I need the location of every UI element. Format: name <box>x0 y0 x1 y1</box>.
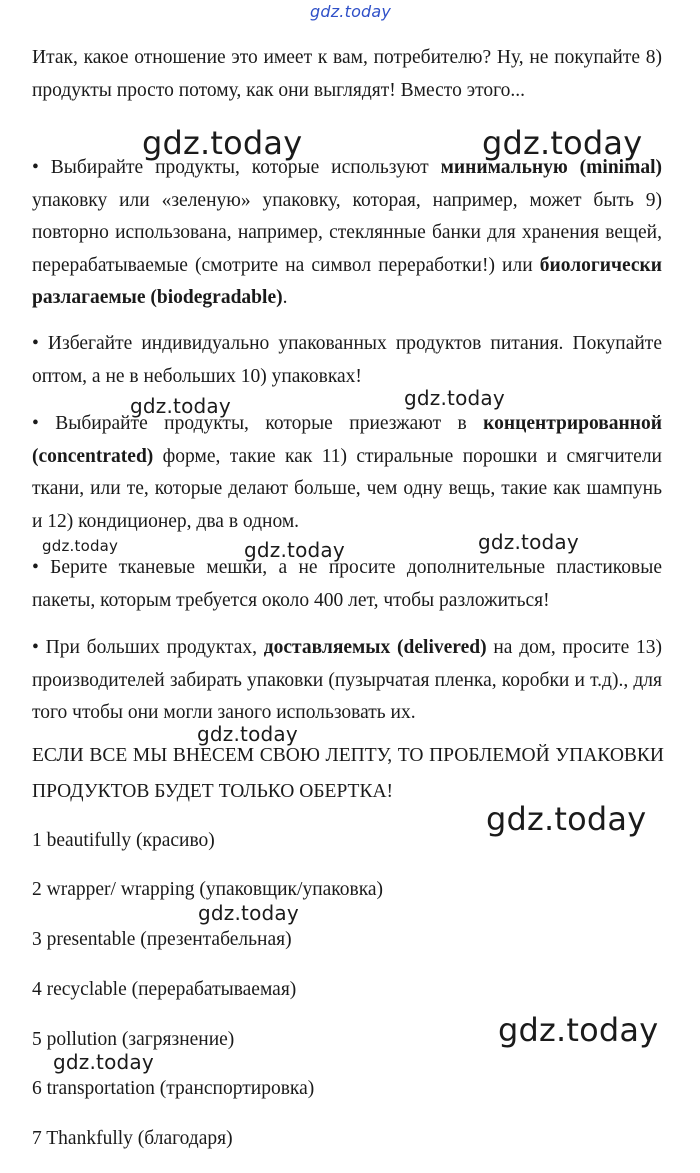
bullet-cloth-bags: • Берите тканевые мешки, а не просите дополнительные пластиковые пакеты, которым требуется около 400 лет, чтобы разложиться! <box>32 557 662 611</box>
bullet1-term-biodegradable: биологически разлагаемые (biodegradable) <box>32 254 662 308</box>
bullet1-text-a: • Выбирайте продукты, которые используют <box>32 157 441 178</box>
watermark: gdz.today <box>130 394 231 418</box>
watermark: gdz.today <box>53 1050 154 1074</box>
bullet3-term-concentrated: концентрированной (concentrated) <box>32 413 662 467</box>
bullet5-term-delivered: доставляемых (delivered) <box>263 637 487 658</box>
intro-paragraph: Итак, какое отношение это имеет к вам, потребителю? Ну, не покупайте 8) продукты просто потому, как они выглядят! Вместо этого... <box>32 47 662 101</box>
vocab-item-1: 1 beautifully (красиво) <box>32 830 215 851</box>
header-watermark: gdz.today <box>310 2 392 21</box>
vocab-item-3: 3 presentable (презентабельная) <box>32 929 292 950</box>
bullet1-text-e: . <box>282 287 288 308</box>
watermark: gdz.today <box>482 124 643 162</box>
watermark: gdz.today <box>244 538 345 562</box>
bullet-minimal-packaging <box>32 152 662 315</box>
watermark: gdz.today <box>498 1011 659 1049</box>
conclusion-caps: ЕСЛИ ВСЕ МЫ ВНЕСЕМ СВОЮ ЛЕПТУ, ТО ПРОБЛЕМОЙ УПАКОВКИ ПРОДУКТОВ БУДЕТ ТОЛЬКО ОБЕРТКА! <box>32 745 664 802</box>
watermark: gdz.today <box>142 124 303 162</box>
vocab-item-7: 7 Thankfully (благодаря) <box>32 1128 233 1149</box>
watermark: gdz.today <box>42 537 119 555</box>
bullet1-text-c: упаковку или «зеленую» упаковку, которая, например, может быть 9) повторно использована, например, стеклянные банки для хранения вещей, перерабатываемые (смотрите на символ переработки!) или <box>32 189 662 276</box>
bullet5-text-a: • При больших продуктах, <box>32 637 264 658</box>
vocab-item-6: 6 transportation (транспортировка) <box>32 1078 315 1099</box>
watermark: gdz.today <box>404 386 505 410</box>
bullet5-text-c: на дом, просите 13) производителей забирать упаковки (пузырчатая пленка, коробки и т.д)., для того чтобы они могли заного использовать их. <box>32 637 662 723</box>
watermark: gdz.today <box>197 722 298 746</box>
watermark: gdz.today <box>478 530 579 554</box>
bullet1-term-minimal: минимальную (minimal) <box>440 157 662 178</box>
bullet-concentrated-form <box>32 408 662 538</box>
bullet-avoid-individual-packaging: • Избегайте индивидуально упакованных продуктов питания. Покупайте оптом, а не в небольших 10) упаковках! <box>32 333 662 387</box>
watermark: gdz.today <box>198 901 299 925</box>
watermark: gdz.today <box>486 800 647 838</box>
bullet3-text-c: форме, такие как 11) стиральные порошки и смягчители ткани, или те, которые делают больше, чем одну вещь, такие как шампунь и 12) кондиционер, два в одном. <box>32 445 662 532</box>
vocab-item-5: 5 pollution (загрязнение) <box>32 1029 235 1050</box>
bullet-delivered-products <box>32 632 662 730</box>
bullet3-text-a: • Выбирайте продукты, которые приезжают в <box>32 413 484 434</box>
vocab-item-4: 4 recyclable (перерабатываемая) <box>32 979 297 1000</box>
vocab-item-2: 2 wrapper/ wrapping (упаковщик/упаковка) <box>32 879 384 900</box>
